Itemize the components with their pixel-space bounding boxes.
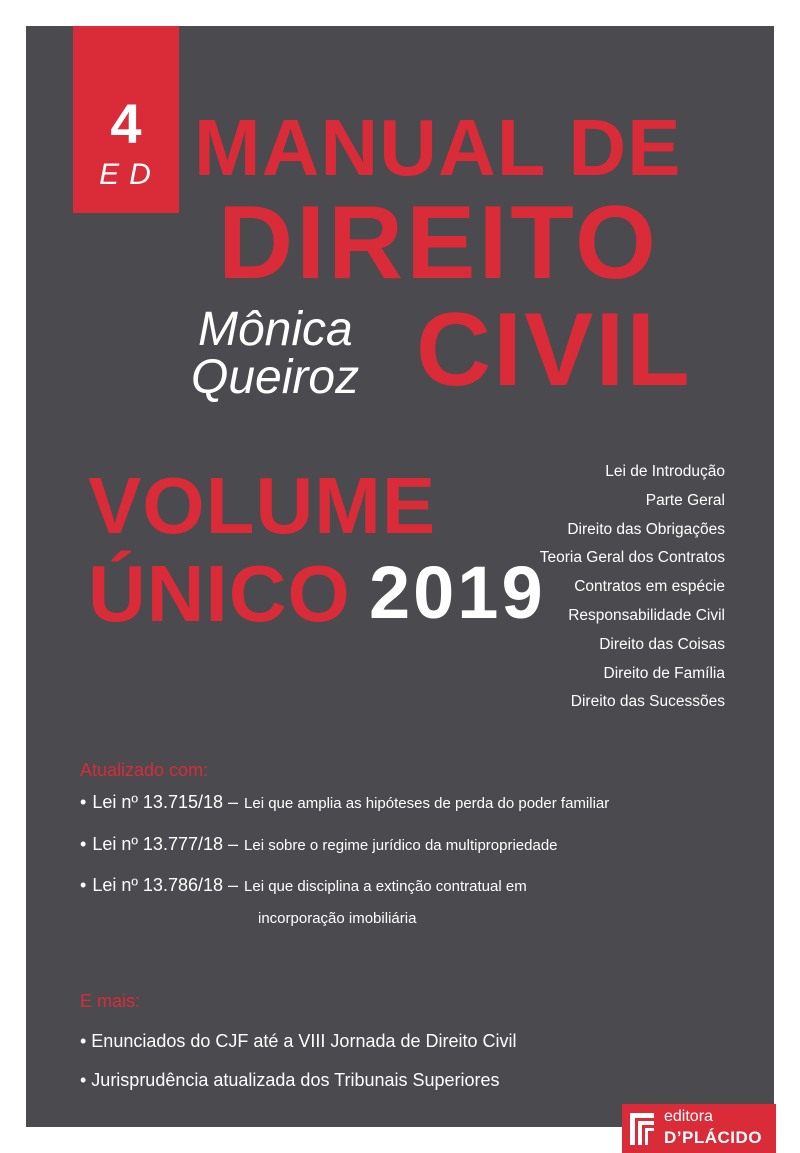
topic-item: Teoria Geral dos Contratos [539, 549, 725, 567]
publisher-mark-icon [628, 1111, 658, 1147]
publisher-logo [622, 1104, 776, 1153]
extra-item: • Jurisprudência atualizada dos Tribunais Superiores [80, 1070, 500, 1090]
law-description: Lei que disciplina a extinção contratual em [244, 878, 527, 895]
edition-number: 4 [110, 92, 142, 155]
author-first-name: Mônica [198, 303, 353, 356]
law-description: Lei que amplia as hipóteses de perda do poder familiar [244, 795, 610, 812]
edition-badge [73, 26, 179, 213]
edition-year: 2019 [369, 551, 546, 634]
law-description-continuation: incorporação imobiliária [258, 910, 417, 927]
title-line-2: DIREITO [218, 185, 659, 301]
publisher-name-line-2: D’PLÁCIDO [664, 1128, 762, 1147]
topic-item: Direito das Coisas [599, 635, 725, 653]
volume-line-1: VOLUME [88, 461, 437, 550]
law-item [80, 835, 558, 854]
topic-item: Lei de Introdução [605, 463, 725, 480]
law-number: Lei nº 13.786/18 – [92, 875, 239, 895]
law-description: Lei sobre o regime jurídico da multipropriedade [244, 837, 558, 854]
law-number: Lei nº 13.777/18 – [92, 834, 239, 854]
bullet-icon: • [80, 875, 87, 895]
volume-line-2: ÚNICO [88, 549, 351, 638]
topic-item: Direito das Sucessões [570, 693, 725, 711]
topic-item: Direito das Obrigações [567, 520, 725, 538]
author-last-name: Queiroz [191, 351, 360, 404]
extra-item: • Enunciados do CJF até a VIII Jornada de Direito Civil [80, 1031, 517, 1051]
extras-label: E mais: [80, 991, 141, 1011]
publisher-name-line-1: editora [664, 1108, 713, 1125]
law-number: Lei nº 13.715/18 – [92, 792, 239, 812]
book-cover [26, 26, 774, 1147]
edition-label: ED [99, 158, 161, 191]
updates-label: Atualizado com: [80, 760, 209, 780]
topic-item: Direito de Família [603, 664, 725, 682]
topic-item: Responsabilidade Civil [568, 606, 725, 624]
title-line-3: CIVIL [416, 292, 692, 408]
bullet-icon: • [80, 792, 87, 812]
topic-item: Contratos em espécie [574, 578, 725, 596]
topics-list [465, 458, 725, 717]
law-item [80, 876, 527, 895]
topic-item: Parte Geral [645, 491, 725, 509]
law-item [80, 793, 609, 812]
bullet-icon: • [80, 834, 87, 854]
title-line-1: MANUAL DE [194, 103, 682, 192]
